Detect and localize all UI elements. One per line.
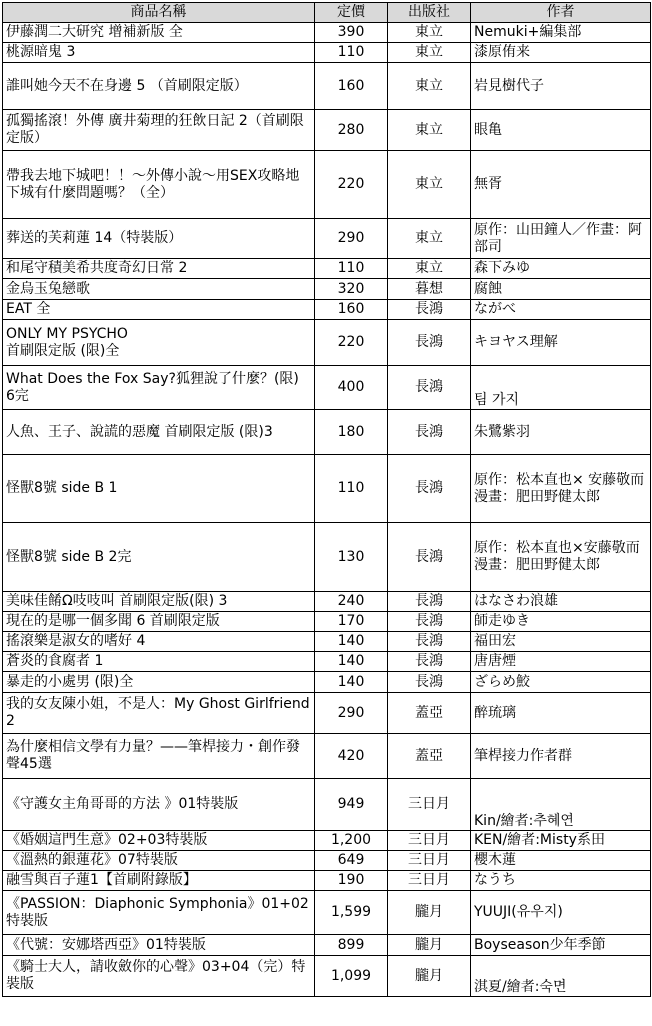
table-row bbox=[3, 279, 651, 300]
author-cell: Nemuki+編集部 bbox=[471, 23, 651, 43]
publisher-cell: 東立 bbox=[388, 43, 471, 63]
price-cell: 110 bbox=[315, 43, 388, 63]
price-cell: 110 bbox=[315, 455, 388, 523]
product-name-cell: 《代號：安娜塔西亞》01特裝版 bbox=[3, 935, 315, 956]
publisher-cell: 朧月 bbox=[388, 935, 471, 956]
table-row bbox=[3, 935, 651, 956]
table-row bbox=[3, 851, 651, 871]
table-row bbox=[3, 219, 651, 259]
table-row bbox=[3, 592, 651, 612]
product-name-cell: 桃源暗鬼 3 bbox=[3, 43, 315, 63]
author-cell: 櫻木蓮 bbox=[471, 851, 651, 871]
author-cell: ざらめ鮫 bbox=[471, 672, 651, 693]
product-name-cell: 美味佳餚Ω吱吱叫 首刷限定版(限) 3 bbox=[3, 592, 315, 612]
table-row bbox=[3, 300, 651, 320]
publisher-cell: 東立 bbox=[388, 259, 471, 279]
author-cell: 原作：松本直也× 安藤敬而 漫畫：肥田野健太郎 bbox=[471, 455, 651, 523]
price-cell: 649 bbox=[315, 851, 388, 871]
author-cell: 原作：松本直也×安藤敬而 漫畫：肥田野健太郎 bbox=[471, 523, 651, 592]
author-cell: 漆原侑来 bbox=[471, 43, 651, 63]
product-name-cell: 《溫熱的銀蓮花》07特裝版 bbox=[3, 851, 315, 871]
table-row bbox=[3, 455, 651, 523]
product-name-cell: 金烏玉兔戀歌 bbox=[3, 279, 315, 300]
publisher-cell: 朧月 bbox=[388, 891, 471, 935]
table-row bbox=[3, 734, 651, 779]
price-cell: 180 bbox=[315, 410, 388, 455]
header-author: 作者 bbox=[471, 3, 651, 23]
table-row bbox=[3, 632, 651, 652]
publisher-cell: 朧月 bbox=[388, 956, 471, 997]
price-cell: 160 bbox=[315, 63, 388, 110]
product-name-cell: 帶我去地下城吧！！～外傳小說～用SEX攻略地下城有什麼問題嗎？（全） bbox=[3, 151, 315, 219]
publisher-cell: 東立 bbox=[388, 63, 471, 110]
publisher-cell: 長鴻 bbox=[388, 300, 471, 320]
product-name-cell: 和尾守積美希共度奇幻日常 2 bbox=[3, 259, 315, 279]
author-cell: 原作：山田鐘人／作畫：阿部司 bbox=[471, 219, 651, 259]
publisher-cell: 暮想 bbox=[388, 279, 471, 300]
product-name-cell: 《PASSION：Diaphonic Symphonia》01+02特裝版 bbox=[3, 891, 315, 935]
product-name-cell: What Does the Fox Say?狐狸說了什麼？(限) 6完 bbox=[3, 366, 315, 410]
table-row bbox=[3, 63, 651, 110]
publisher-cell: 長鴻 bbox=[388, 612, 471, 632]
price-cell: 240 bbox=[315, 592, 388, 612]
product-name-cell: 搖滾樂是淑女的嗜好 4 bbox=[3, 632, 315, 652]
table-row bbox=[3, 110, 651, 151]
book-price-table bbox=[2, 2, 651, 997]
product-name-cell: 蒼炎的食腐者 1 bbox=[3, 652, 315, 672]
table-row bbox=[3, 410, 651, 455]
product-name-cell: 葬送的芙莉蓮 14（特裝版） bbox=[3, 219, 315, 259]
product-name-cell: 伊藤潤二大研究 增補新版 全 bbox=[3, 23, 315, 43]
price-cell: 390 bbox=[315, 23, 388, 43]
price-cell: 1,200 bbox=[315, 831, 388, 851]
price-cell: 290 bbox=[315, 693, 388, 734]
price-cell: 190 bbox=[315, 871, 388, 891]
product-name-cell: 現在的是哪一個多聞 6 首刷限定版 bbox=[3, 612, 315, 632]
price-cell: 140 bbox=[315, 672, 388, 693]
price-cell: 400 bbox=[315, 366, 388, 410]
table-row bbox=[3, 43, 651, 63]
price-cell: 320 bbox=[315, 279, 388, 300]
author-cell: 淇夏/繪者:숙면 bbox=[471, 956, 651, 997]
author-cell: YUUJI(유우지) bbox=[471, 891, 651, 935]
publisher-cell: 三日月 bbox=[388, 779, 471, 831]
price-cell: 110 bbox=[315, 259, 388, 279]
header-publisher: 出版社 bbox=[388, 3, 471, 23]
publisher-cell: 長鴻 bbox=[388, 632, 471, 652]
publisher-cell: 三日月 bbox=[388, 851, 471, 871]
price-cell: 290 bbox=[315, 219, 388, 259]
product-name-cell: 《婚姻這門生意》02+03特裝版 bbox=[3, 831, 315, 851]
price-cell: 160 bbox=[315, 300, 388, 320]
table-row bbox=[3, 23, 651, 43]
product-name-cell: 怪獸8號 side B 2完 bbox=[3, 523, 315, 592]
header-price: 定價 bbox=[315, 3, 388, 23]
product-name-cell: 怪獸8號 side B 1 bbox=[3, 455, 315, 523]
publisher-cell: 蓋亞 bbox=[388, 693, 471, 734]
author-cell: 無胥 bbox=[471, 151, 651, 219]
author-cell: 森下みゆ bbox=[471, 259, 651, 279]
publisher-cell: 東立 bbox=[388, 219, 471, 259]
product-name-cell: 《騎士大人，請收斂你的心聲》03+04（完）特裝版 bbox=[3, 956, 315, 997]
table-row bbox=[3, 693, 651, 734]
author-cell: キヨヤス理解 bbox=[471, 320, 651, 366]
author-cell: 福田宏 bbox=[471, 632, 651, 652]
product-name-cell: 融雪與百子蓮1【首刷附錄版】 bbox=[3, 871, 315, 891]
author-cell: 醉琉璃 bbox=[471, 693, 651, 734]
publisher-cell: 長鴻 bbox=[388, 366, 471, 410]
table-row bbox=[3, 891, 651, 935]
author-cell: 腐蝕 bbox=[471, 279, 651, 300]
publisher-cell: 長鴻 bbox=[388, 672, 471, 693]
publisher-cell: 東立 bbox=[388, 23, 471, 43]
author-cell: 筆桿接力作者群 bbox=[471, 734, 651, 779]
author-cell: 岩見樹代子 bbox=[471, 63, 651, 110]
price-cell: 220 bbox=[315, 320, 388, 366]
table-row bbox=[3, 831, 651, 851]
table-row bbox=[3, 612, 651, 632]
product-name-cell: 為什麼相信文學有力量？——筆桿接力・創作發聲45選 bbox=[3, 734, 315, 779]
header-row bbox=[3, 3, 651, 23]
author-cell: Kin/繪者:추혜연 bbox=[471, 779, 651, 831]
author-cell: なうち bbox=[471, 871, 651, 891]
product-name-cell: 我的女友陳小姐，不是人：My Ghost Girlfriend 2 bbox=[3, 693, 315, 734]
price-cell: 899 bbox=[315, 935, 388, 956]
publisher-cell: 長鴻 bbox=[388, 592, 471, 612]
author-cell: KEN/繪者:Misty系田 bbox=[471, 831, 651, 851]
table-row bbox=[3, 259, 651, 279]
author-cell: はなさわ浪雄 bbox=[471, 592, 651, 612]
price-cell: 130 bbox=[315, 523, 388, 592]
table-row bbox=[3, 672, 651, 693]
table-body bbox=[3, 23, 651, 997]
product-name-cell: 《守護女主角哥哥的方法 》01特裝版 bbox=[3, 779, 315, 831]
author-cell: ながべ bbox=[471, 300, 651, 320]
price-cell: 1,099 bbox=[315, 956, 388, 997]
header-product-name: 商品名稱 bbox=[3, 3, 315, 23]
product-name-cell: EAT 全 bbox=[3, 300, 315, 320]
product-name-cell: ONLY MY PSYCHO 首刷限定版 (限)全 bbox=[3, 320, 315, 366]
price-cell: 140 bbox=[315, 632, 388, 652]
price-cell: 140 bbox=[315, 652, 388, 672]
author-cell: 眼亀 bbox=[471, 110, 651, 151]
table-row bbox=[3, 366, 651, 410]
author-cell: 팀 가지 bbox=[471, 366, 651, 410]
price-cell: 1,599 bbox=[315, 891, 388, 935]
table-row bbox=[3, 320, 651, 366]
table-row bbox=[3, 779, 651, 831]
table-row bbox=[3, 523, 651, 592]
publisher-cell: 東立 bbox=[388, 151, 471, 219]
publisher-cell: 三日月 bbox=[388, 831, 471, 851]
publisher-cell: 長鴻 bbox=[388, 523, 471, 592]
product-name-cell: 人魚、王子、說謊的惡魔 首刷限定版 (限)3 bbox=[3, 410, 315, 455]
author-cell: 師走ゆき bbox=[471, 612, 651, 632]
publisher-cell: 長鴻 bbox=[388, 320, 471, 366]
product-name-cell: 誰叫她今天不在身邊 5 （首刷限定版） bbox=[3, 63, 315, 110]
author-cell: 朱鷺紫羽 bbox=[471, 410, 651, 455]
table-row bbox=[3, 956, 651, 997]
author-cell: Boyseason少年季節 bbox=[471, 935, 651, 956]
publisher-cell: 三日月 bbox=[388, 871, 471, 891]
price-cell: 280 bbox=[315, 110, 388, 151]
table-row bbox=[3, 652, 651, 672]
publisher-cell: 東立 bbox=[388, 110, 471, 151]
publisher-cell: 長鴻 bbox=[388, 455, 471, 523]
table-row bbox=[3, 871, 651, 891]
price-cell: 420 bbox=[315, 734, 388, 779]
price-cell: 949 bbox=[315, 779, 388, 831]
product-name-cell: 孤獨搖滾！外傳 廣井菊理的狂飲日記 2（首刷限定版） bbox=[3, 110, 315, 151]
publisher-cell: 蓋亞 bbox=[388, 734, 471, 779]
publisher-cell: 長鴻 bbox=[388, 410, 471, 455]
price-cell: 220 bbox=[315, 151, 388, 219]
author-cell: 唐唐煙 bbox=[471, 652, 651, 672]
publisher-cell: 長鴻 bbox=[388, 652, 471, 672]
price-cell: 170 bbox=[315, 612, 388, 632]
table-row bbox=[3, 151, 651, 219]
product-name-cell: 暴走的小處男 (限)全 bbox=[3, 672, 315, 693]
